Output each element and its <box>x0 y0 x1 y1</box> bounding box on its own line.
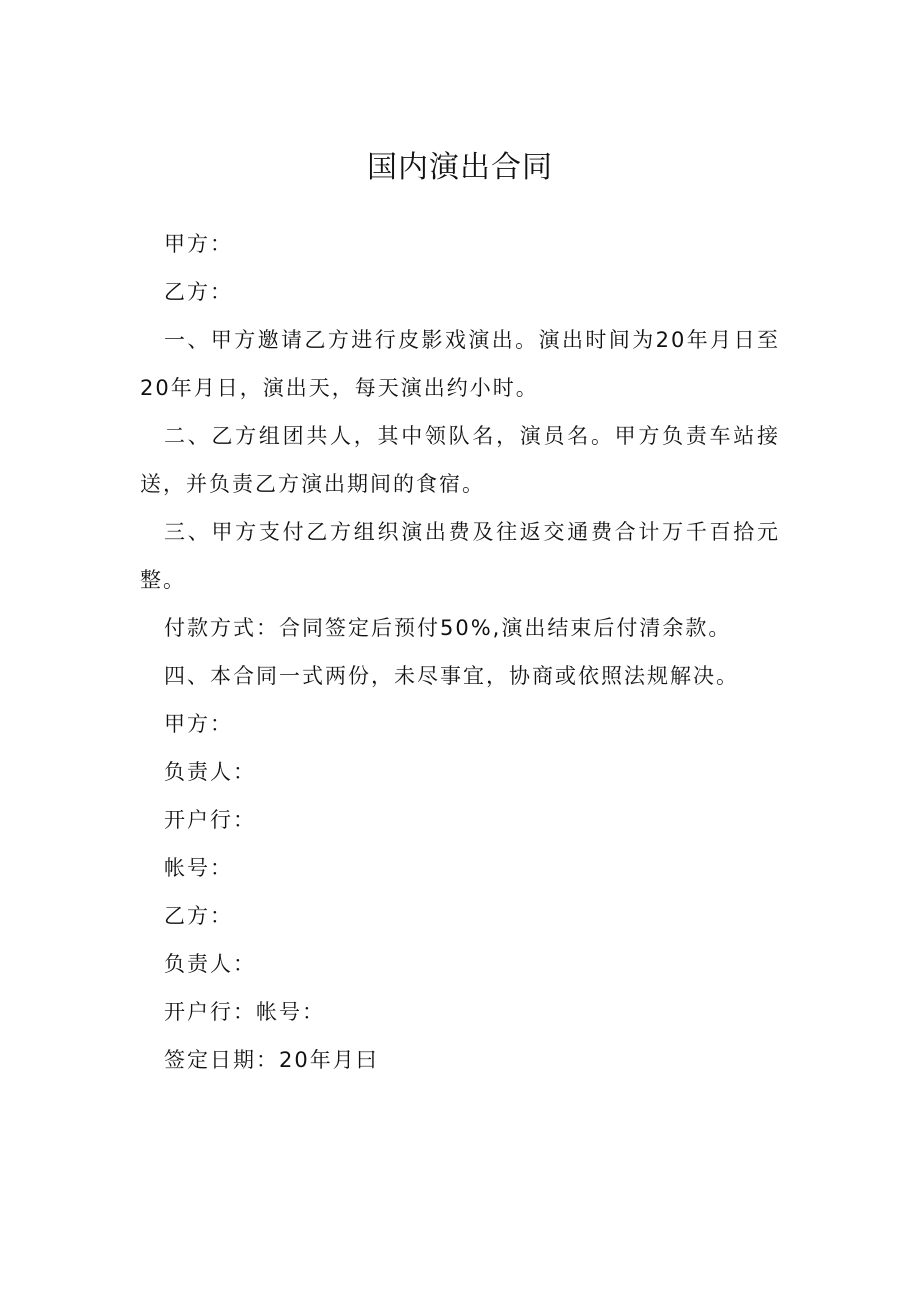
clause-4: 四、本合同一式两份，未尽事宜，协商或依照法规解决。 <box>164 664 739 688</box>
clause-3: 三、甲方支付乙方组织演出费及往返交通费合计万千百拾元整。 <box>140 520 780 592</box>
signature-party-a-account: 帐号： <box>164 856 233 880</box>
contract-body <box>140 220 780 1084</box>
signature-party-b: 乙方： <box>164 904 233 928</box>
clause-1: 一、甲方邀请乙方进行皮影戏演出。演出时间为20年月日至20年月日，演出天，每天演出约小时。 <box>140 328 780 400</box>
party-a-label: 甲方： <box>164 232 233 256</box>
signature-party-a: 甲方： <box>164 712 233 736</box>
signing-date: 签定日期：20年月曰 <box>164 1048 379 1072</box>
payment-method: 付款方式：合同签定后预付50%,演出结束后付清余款。 <box>164 616 732 640</box>
signature-party-a-representative: 负责人： <box>164 760 256 784</box>
signature-party-b-representative: 负责人： <box>164 952 256 976</box>
clause-2: 二、乙方组团共人，其中领队名，演员名。甲方负责车站接送，并负责乙方演出期间的食宿。 <box>140 424 780 496</box>
signature-party-a-bank: 开户行： <box>164 808 256 832</box>
party-b-label: 乙方： <box>164 280 233 304</box>
document-title: 国内演出合同 <box>367 150 553 185</box>
signature-party-b-bank-account: 开户行：帐号： <box>164 1000 325 1024</box>
